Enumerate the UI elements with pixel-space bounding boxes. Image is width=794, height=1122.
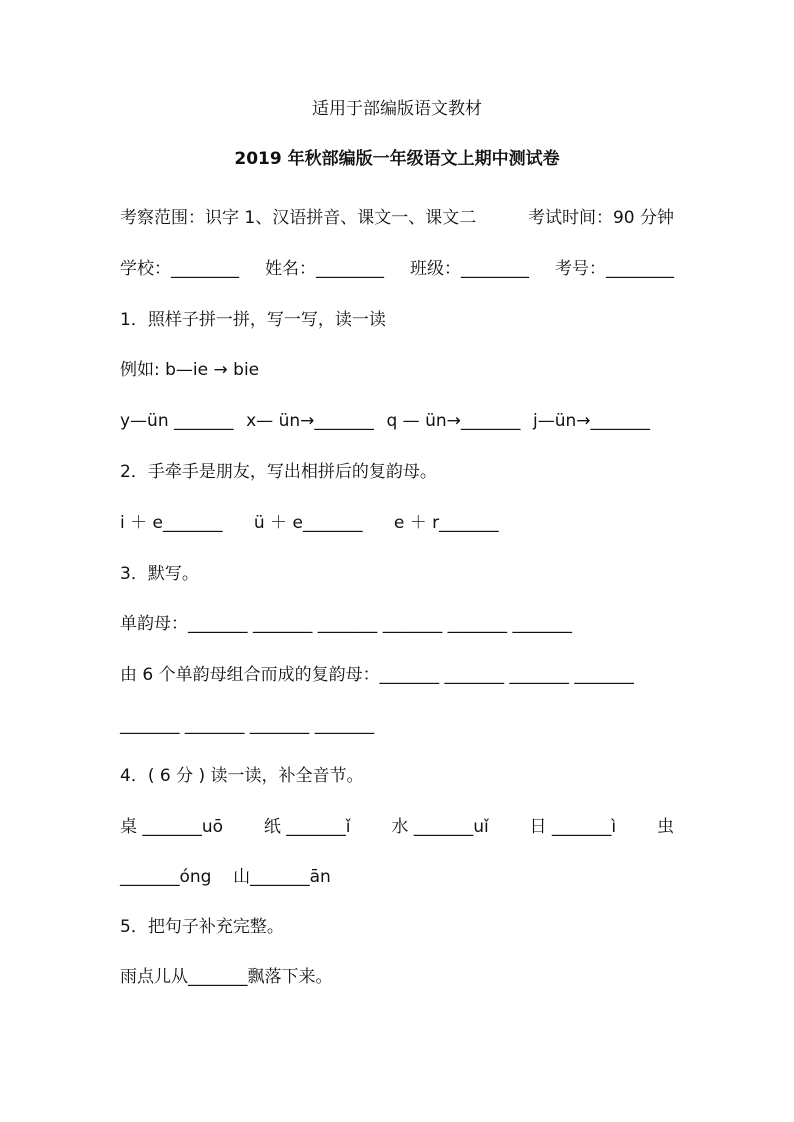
- q2-items: [120, 512, 680, 534]
- name-field[interactable]: 姓名：________: [265, 259, 384, 279]
- q4-item[interactable]: 纸 _______ǐ: [263, 817, 351, 837]
- q1-item[interactable]: x— ün→_______: [246, 411, 374, 431]
- q1-item[interactable]: q — ün→_______: [386, 411, 521, 431]
- q3-heading: 3．默写。: [120, 564, 199, 584]
- q5-sentence[interactable]: 雨点儿从_______飘落下来。: [120, 967, 333, 987]
- q4-heading: 4．( 6 分 ) 读一读，补全音节。: [120, 766, 364, 786]
- q4-line-2[interactable]: _______óng 山_______ān: [120, 867, 331, 887]
- student-info-row: [120, 258, 674, 280]
- q4-item[interactable]: 水 _______uǐ: [391, 817, 489, 837]
- q3-line-1[interactable]: 单韵母：_______ _______ _______ _______ _______ _______: [120, 614, 573, 634]
- q4-item[interactable]: 桌 _______uō: [120, 817, 224, 837]
- exam-scope-row: [120, 207, 674, 229]
- q1-items: [120, 410, 650, 432]
- q4-item[interactable]: 日 _______ì: [529, 817, 617, 837]
- subtitle: 适用于部编版语文教材: [312, 99, 482, 119]
- q3-line-2[interactable]: 由 6 个单韵母组合而成的复韵母：_______ _______ _______ _______: [120, 665, 634, 685]
- q3-line-3[interactable]: _______ _______ _______ _______: [120, 715, 375, 735]
- exam-time: 考试时间：90 分钟: [527, 208, 674, 228]
- q1-heading: 1．照样子拼一拼，写一写，读一读: [120, 310, 386, 330]
- school-field[interactable]: 学校：________: [120, 259, 239, 279]
- q2-item[interactable]: ü ＋ e_______: [253, 513, 363, 533]
- q4-items: [120, 816, 674, 838]
- q1-item[interactable]: y—ün _______: [120, 411, 234, 431]
- q4-item: 虫: [656, 817, 674, 837]
- q2-item[interactable]: e ＋ r_______: [393, 513, 499, 533]
- exam-scope: 考察范围：识字 1、汉语拼音、课文一、课文二: [120, 208, 477, 228]
- q2-heading: 2．手牵手是朋友，写出相拼后的复韵母。: [120, 462, 437, 482]
- class-field[interactable]: 班级：________: [410, 259, 529, 279]
- page-title: 2019 年秋部编版一年级语文上期中测试卷: [234, 149, 560, 169]
- q1-example: 例如: b—ie → bie: [120, 360, 260, 380]
- q1-item[interactable]: j—ün→_______: [532, 411, 650, 431]
- number-field[interactable]: 考号：________: [555, 259, 674, 279]
- q5-heading: 5．把句子补充完整。: [120, 917, 284, 937]
- q2-item[interactable]: i ＋ e_______: [120, 513, 223, 533]
